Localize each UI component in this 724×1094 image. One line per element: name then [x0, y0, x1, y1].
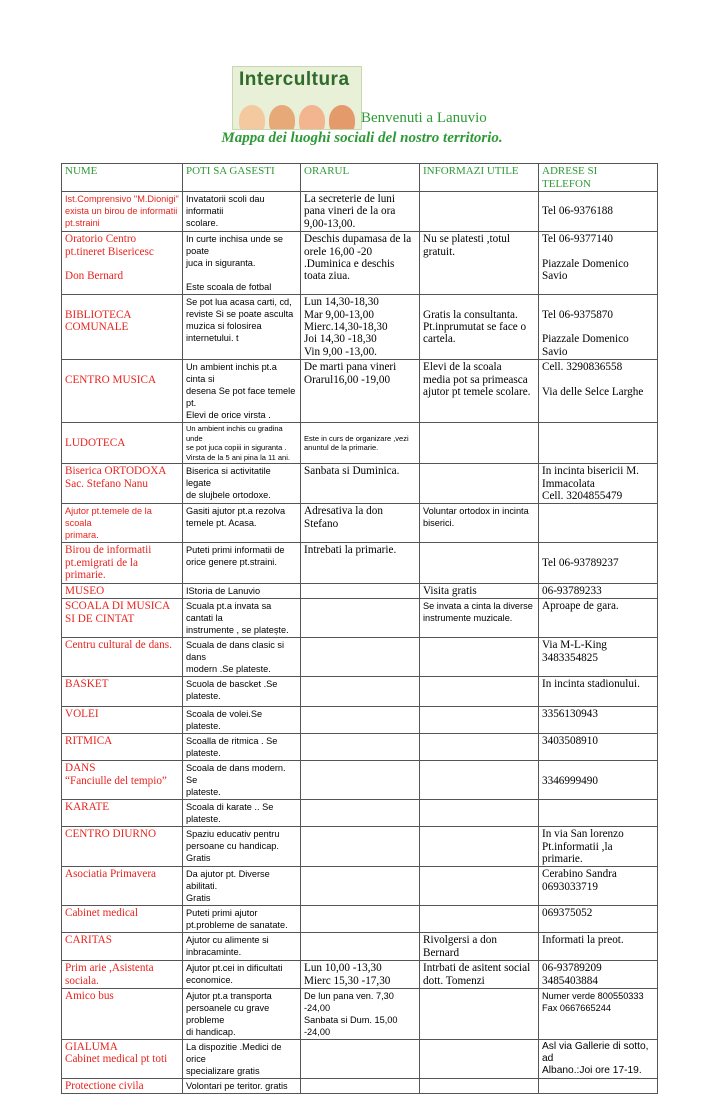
cell-nume: SCOALA DI MUSICA SI DE CINTAT: [62, 599, 183, 638]
cell-info: [420, 906, 539, 933]
cell-info: Rivolgersi a don Bernard: [420, 933, 539, 961]
cell-adrese: Tel 06-9376188: [539, 192, 658, 232]
cell-adrese: 06-93789233: [539, 583, 658, 598]
column-header: POTI SA GASESTI: [183, 164, 301, 192]
column-header: INFORMAZI UTILE: [420, 164, 539, 192]
cell-poti: Puteti primi informatii de orice genere pt.straini.: [183, 543, 301, 583]
cell-adrese: Asl via Gallerie di sotto, ad Albano.:Joi ore 17-19.: [539, 1039, 658, 1078]
cell-info: [420, 867, 539, 906]
cell-orarul: Este in curs de organizare ,vezi anuntul de la primarie.: [301, 423, 420, 464]
table-row: [62, 464, 658, 504]
cell-orarul: [301, 933, 420, 961]
cell-poti: Scuola de bascket .Se plateste.: [183, 677, 301, 707]
cell-poti: Da ajutor pt. Diverse abilitati. Gratis: [183, 867, 301, 906]
cell-orarul: La secreterie de luni pana vineri de la ora 9,00-13,00.: [301, 192, 420, 232]
table-row: [62, 638, 658, 677]
cell-adrese: 3403508910: [539, 734, 658, 761]
cell-poti: Ajutor pt.a transporta persoanele cu grave probleme di handicap.: [183, 988, 301, 1039]
cell-adrese: Tel 06-9377140 Piazzale Domenico Savio: [539, 232, 658, 295]
cell-orarul: [301, 1039, 420, 1078]
cell-orarul: [301, 677, 420, 707]
cell-poti: Scoala de dans modern. Se plateste.: [183, 761, 301, 800]
cell-orarul: De lun pana ven. 7,30 -24,00 Sanbata si Dum. 15,00 -24,00: [301, 988, 420, 1039]
cell-nume: RITMICA: [62, 734, 183, 761]
intercultura-logo: [232, 66, 362, 130]
cell-poti: In curte inchisa unde se poate juca in siguranta. Este scoala de fotbal: [183, 232, 301, 295]
table-row: [62, 232, 658, 295]
column-header: NUME: [62, 164, 183, 192]
cell-info: [420, 192, 539, 232]
cell-info: Se invata a cinta la diverse instrumente muzicale.: [420, 599, 539, 638]
table-row: [62, 827, 658, 867]
cell-poti: Scuala de dans clasic si dans modern .Se plateste.: [183, 638, 301, 677]
cell-orarul: De marti pana vineri Orarul16,00 -19,00: [301, 360, 420, 423]
table-header-row: [62, 164, 658, 192]
cell-orarul: [301, 1078, 420, 1093]
table-row: [62, 1078, 658, 1093]
logo-text: Intercultura: [239, 69, 350, 90]
cell-info: Voluntar ortodox in incinta biserici.: [420, 504, 539, 543]
cell-orarul: [301, 867, 420, 906]
cell-nume: Biserica ORTODOXA Sac. Stefano Nanu: [62, 464, 183, 504]
cell-adrese: 069375052: [539, 906, 658, 933]
cell-info: [420, 827, 539, 867]
cell-nume: CARITAS: [62, 933, 183, 961]
cell-adrese: 3346999490: [539, 761, 658, 800]
cell-nume: Amico bus: [62, 988, 183, 1039]
cell-poti: Spaziu educativ pentru persoane cu handicap. Gratis: [183, 827, 301, 867]
cell-adrese: 06-93789209 3485403884: [539, 961, 658, 989]
cell-poti: Invatatorii scoli dau informatii scolare.: [183, 192, 301, 232]
table-row: [62, 707, 658, 734]
table-row: [62, 1039, 658, 1078]
cell-orarul: Lun 14,30-18,30 Mar 9,00-13,00 Mierc.14,30-18,30 Joi 14,30 -18,30 Vin 9,00 -13,00.: [301, 295, 420, 360]
cell-info: [420, 988, 539, 1039]
cell-info: [420, 1039, 539, 1078]
cell-poti: Un ambient inchis pt.a cinta si desena Se pot face temele pt. Elevi de orice virsta .: [183, 360, 301, 423]
cell-info: Intrbati de asitent social dott. Tomenzi: [420, 961, 539, 989]
welcome-heading: Benvenuti a Lanuvio: [361, 110, 487, 126]
cell-nume: BIBLIOTECA COMUNALE: [62, 295, 183, 360]
cell-adrese: [539, 1078, 658, 1093]
cell-info: [420, 734, 539, 761]
cell-nume: Ajutor pt.temele de la scoala primara.: [62, 504, 183, 543]
cell-orarul: [301, 761, 420, 800]
table-row: [62, 761, 658, 800]
cell-info: [420, 677, 539, 707]
cell-poti: Volontari pe teritor. gratis: [183, 1078, 301, 1093]
cell-orarul: [301, 707, 420, 734]
cell-poti: Scoala de volei.Se plateste.: [183, 707, 301, 734]
cell-poti: Puteti primi ajutor pt.probleme de sanatate.: [183, 906, 301, 933]
cell-nume: KARATE: [62, 800, 183, 827]
cell-poti: Ajutor pt.cei in dificultati economice.: [183, 961, 301, 989]
cell-info: [420, 638, 539, 677]
cell-adrese: Aproape de gara.: [539, 599, 658, 638]
cell-orarul: Lun 10,00 -13,30 Mierc 15,30 -17,30: [301, 961, 420, 989]
cell-poti: La dispozitie .Medici de orice specializare gratis: [183, 1039, 301, 1078]
cell-orarul: Sanbata si Duminica.: [301, 464, 420, 504]
cell-info: Nu se platesti ,totul gratuit.: [420, 232, 539, 295]
cell-nume: VOLEI: [62, 707, 183, 734]
cell-nume: CENTRO MUSICA: [62, 360, 183, 423]
child-face-icon: [299, 105, 325, 130]
cell-info: [420, 707, 539, 734]
cell-adrese: In incinta stadionului.: [539, 677, 658, 707]
table-row: [62, 192, 658, 232]
cell-poti: Ajutor cu alimente si inbracaminte.: [183, 933, 301, 961]
child-face-icon: [329, 105, 355, 130]
cell-poti: Gasiti ajutor pt.a rezolva temele pt. Acasa.: [183, 504, 301, 543]
cell-nume: MUSEO: [62, 583, 183, 598]
cell-orarul: Deschis dupamasa de la orele 16,00 -20 .Duminica e deschis toata ziua.: [301, 232, 420, 295]
cell-orarul: [301, 800, 420, 827]
cell-nume: CENTRO DIURNO: [62, 827, 183, 867]
cell-adrese: [539, 423, 658, 464]
column-header: ADRESE SI TELEFON: [539, 164, 658, 192]
cell-nume: Cabinet medical: [62, 906, 183, 933]
table-row: [62, 800, 658, 827]
social-places-table: [61, 163, 658, 1094]
cell-adrese: Tel 06-93789237: [539, 543, 658, 583]
cell-nume: Ist.Comprensivo "M.Dionigi" exista un birou de informatii pt.straini: [62, 192, 183, 232]
table-row: [62, 734, 658, 761]
cell-poti: Se pot lua acasa carti, cd, reviste Si se poate asculta muzica si folosirea internetului. t: [183, 295, 301, 360]
table-row: [62, 961, 658, 989]
cell-adrese: Cerabino Sandra 0693033719: [539, 867, 658, 906]
cell-adrese: Informati la preot.: [539, 933, 658, 961]
cell-orarul: [301, 599, 420, 638]
cell-orarul: [301, 827, 420, 867]
cell-nume: Oratorio Centro pt.tineret Bisericesc Don Bernard: [62, 232, 183, 295]
cell-adrese: In incinta bisericii M. Immacolata Cell. 3204855479: [539, 464, 658, 504]
cell-nume: BASKET: [62, 677, 183, 707]
table-row: [62, 583, 658, 598]
cell-poti: Scoalla de ritmica . Se plateste.: [183, 734, 301, 761]
cell-poti: IStoria de Lanuvio: [183, 583, 301, 598]
table-row: [62, 933, 658, 961]
cell-nume: LUDOTECA: [62, 423, 183, 464]
cell-adrese: 3356130943: [539, 707, 658, 734]
cell-poti: Scoala di karate .. Se plateste.: [183, 800, 301, 827]
cell-info: [420, 800, 539, 827]
cell-poti: Un ambient inchis cu gradina unde se pot juca copiii in siguranta . Virsta de la 5 ani pina la 11 ani.: [183, 423, 301, 464]
table-row: [62, 423, 658, 464]
cell-nume: Asociatia Primavera: [62, 867, 183, 906]
table-row: [62, 988, 658, 1039]
cell-nume: Birou de informatii pt.emigrati de la primarie.: [62, 543, 183, 583]
cell-nume: Prim arie ,Asistenta sociala.: [62, 961, 183, 989]
cell-adrese: Numer verde 800550333 Fax 0667665244: [539, 988, 658, 1039]
cell-info: [420, 464, 539, 504]
table-row: [62, 599, 658, 638]
table-row: [62, 295, 658, 360]
cell-nume: Protectione civila: [62, 1078, 183, 1093]
child-face-icon: [269, 105, 295, 130]
cell-orarul: Intrebati la primarie.: [301, 543, 420, 583]
cell-info: Gratis la consultanta. Pt.inprumutat se face o cartela.: [420, 295, 539, 360]
cell-orarul: [301, 638, 420, 677]
cell-orarul: [301, 583, 420, 598]
cell-adrese: [539, 800, 658, 827]
page-subtitle: Mappa dei luoghi sociali del nostro territorio.: [221, 130, 503, 146]
cell-info: Visita gratis: [420, 583, 539, 598]
cell-info: [420, 423, 539, 464]
cell-info: [420, 1078, 539, 1093]
cell-orarul: [301, 906, 420, 933]
table-row: [62, 867, 658, 906]
cell-adrese: Cell. 3290836558 Via delle Selce Larghe: [539, 360, 658, 423]
cell-nume: Centru cultural de dans.: [62, 638, 183, 677]
cell-adrese: [539, 504, 658, 543]
cell-adrese: Via M-L-King 3483354825: [539, 638, 658, 677]
cell-info: Elevi de la scoala media pot sa primeasca ajutor pt temele scolare.: [420, 360, 539, 423]
cell-poti: Scuala pt.a invata sa cantati la instrumente , se platește.: [183, 599, 301, 638]
cell-poti: Biserica si activitatile legate de slujbele ortodoxe.: [183, 464, 301, 504]
cell-orarul: [301, 734, 420, 761]
cell-nume: GIALUMA Cabinet medical pt toti: [62, 1039, 183, 1078]
table-row: [62, 360, 658, 423]
child-face-icon: [239, 105, 265, 130]
table-row: [62, 504, 658, 543]
cell-nume: DANS “Fanciulle del tempio”: [62, 761, 183, 800]
cell-info: [420, 543, 539, 583]
table-row: [62, 906, 658, 933]
cell-orarul: Adresativa la don Stefano: [301, 504, 420, 543]
cell-adrese: In via San lorenzo Pt.informatii ,la primarie.: [539, 827, 658, 867]
cell-adrese: Tel 06-9375870 Piazzale Domenico Savio: [539, 295, 658, 360]
cell-info: [420, 761, 539, 800]
table-row: [62, 677, 658, 707]
table-row: [62, 543, 658, 583]
column-header: ORARUL: [301, 164, 420, 192]
